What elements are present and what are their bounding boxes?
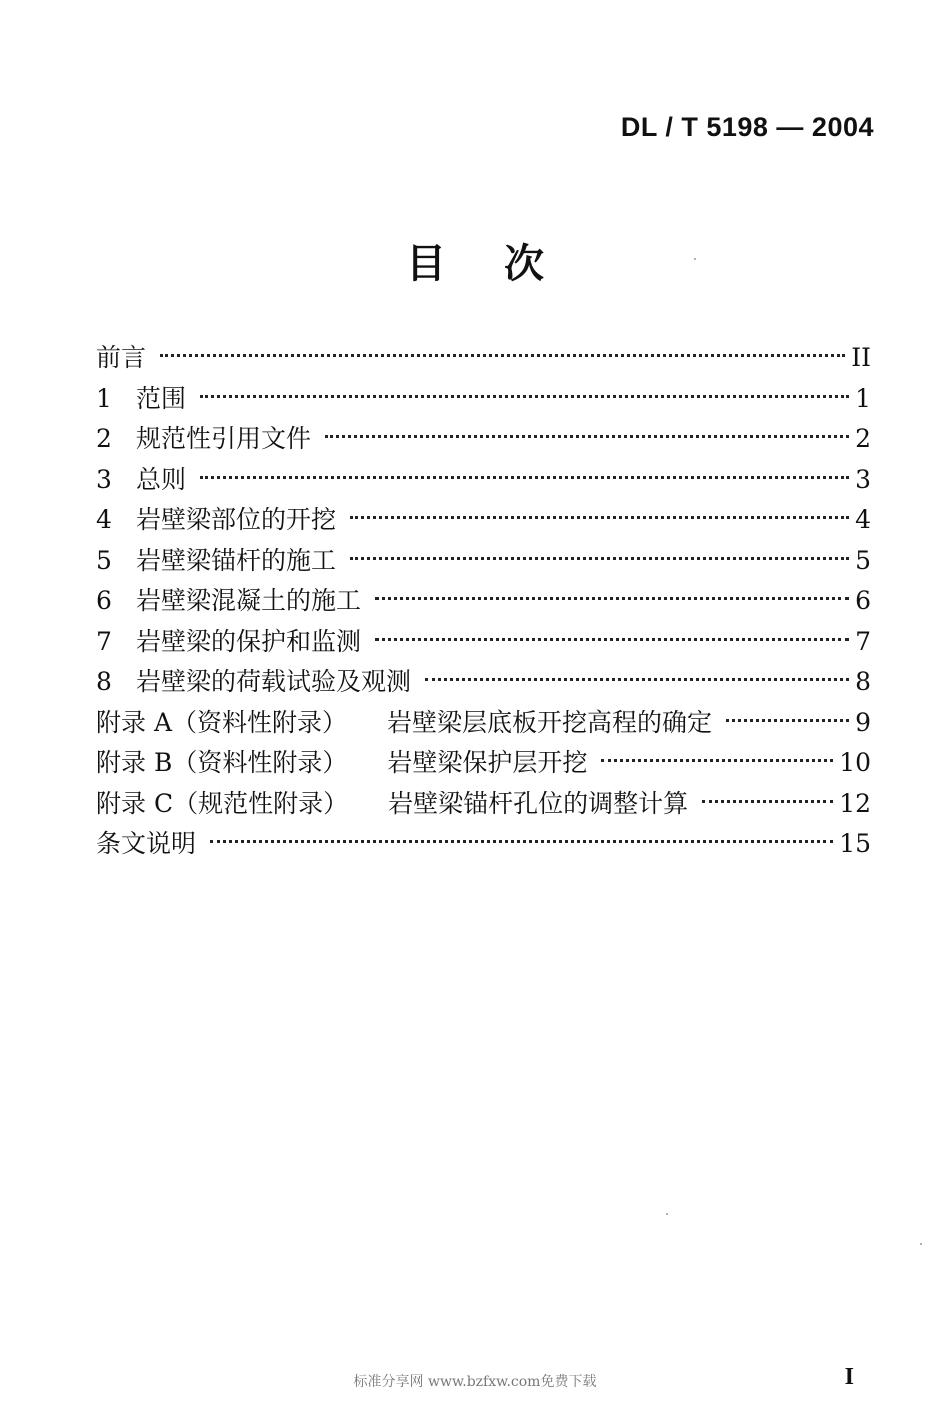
toc-entry[interactable]: [96, 500, 871, 541]
toc-entry[interactable]: [96, 703, 871, 744]
page-number: I: [844, 1364, 854, 1390]
scan-speck: [920, 1243, 922, 1245]
toc-entry[interactable]: [96, 824, 871, 865]
toc-entry[interactable]: [96, 662, 871, 703]
toc-entry-page: 12: [839, 788, 871, 818]
toc-entry-label: 附录 B（资料性附录）: [96, 748, 348, 777]
toc-entry[interactable]: [96, 419, 871, 460]
toc-leader-dots: [375, 597, 849, 600]
page-title: 目次: [406, 241, 602, 287]
scan-speck: [666, 1213, 668, 1215]
toc-entry[interactable]: [96, 743, 871, 784]
toc-entry-page: 15: [839, 829, 871, 858]
toc-entry-page: 5: [855, 545, 871, 575]
toc-entry[interactable]: [96, 622, 871, 663]
toc-entry-label: 岩壁梁锚杆的施工: [136, 545, 337, 575]
toc-entry-page: II: [851, 343, 871, 372]
toc-leader-dots: [350, 516, 849, 519]
toc-entry-number: 1: [96, 383, 112, 413]
toc-leader-dots: [425, 678, 849, 681]
toc-leader-dots: [325, 435, 849, 438]
toc-entry[interactable]: [96, 784, 871, 825]
toc-entry-page: 1: [855, 383, 871, 413]
toc-entry-page: 3: [855, 464, 871, 494]
toc-entry-sublabel: 岩壁梁保护层开挖: [387, 748, 588, 777]
toc-entry-page: 8: [855, 667, 871, 696]
toc-leader-dots: [200, 395, 849, 398]
toc-entry-label: 范围: [136, 383, 187, 413]
toc-entry-label: 岩壁梁的保护和监测: [136, 626, 362, 656]
toc-entry-page: 9: [855, 707, 871, 737]
standard-code: DL / T 5198 — 2004: [620, 112, 874, 142]
toc-entry-label: 前言: [96, 343, 147, 372]
toc-entry-number: 3: [96, 464, 112, 494]
toc-entry-label: 条文说明: [96, 829, 197, 858]
toc-entry-page: 10: [839, 748, 871, 777]
toc-leader-dots: [375, 638, 849, 641]
toc-entry-number: 6: [96, 586, 112, 615]
toc-entry[interactable]: [96, 460, 871, 501]
toc-leader-dots: [601, 759, 833, 762]
toc-entry[interactable]: [96, 338, 871, 379]
toc-entry[interactable]: [96, 581, 871, 622]
toc-entry-number: 4: [96, 505, 112, 534]
toc-leader-dots: [160, 354, 845, 357]
toc-entry-number: 2: [96, 424, 112, 453]
toc-entry-number: 5: [96, 545, 112, 575]
toc-entry-label: 附录 C（规范性附录）: [96, 788, 349, 818]
toc-entry[interactable]: [96, 541, 871, 582]
toc-entry-sublabel: 岩壁梁锚杆孔位的调整计算: [388, 788, 689, 818]
toc-entry[interactable]: [96, 379, 871, 420]
footer-watermark: 标准分享网 www.bzfxw.com免费下载: [353, 1374, 597, 1390]
table-of-contents: [96, 338, 871, 865]
toc-entry-sublabel: 岩壁梁层底板开挖高程的确定: [387, 707, 713, 737]
toc-leader-dots: [726, 719, 849, 722]
toc-leader-dots: [200, 476, 849, 479]
scan-speck: [694, 258, 696, 260]
toc-entry-number: 7: [96, 626, 112, 656]
toc-leader-dots: [702, 800, 833, 803]
toc-entry-label: 规范性引用文件: [136, 424, 312, 453]
toc-entry-label: 附录 A（资料性附录）: [96, 707, 348, 737]
toc-entry-label: 总则: [136, 464, 187, 494]
toc-entry-page: 7: [855, 626, 871, 656]
toc-entry-page: 2: [855, 424, 871, 453]
toc-entry-label: 岩壁梁的荷载试验及观测: [136, 667, 412, 696]
toc-entry-number: 8: [96, 667, 112, 696]
toc-entry-page: 6: [855, 586, 871, 615]
toc-entry-label: 岩壁梁部位的开挖: [136, 505, 337, 534]
toc-entry-page: 4: [855, 505, 871, 534]
toc-leader-dots: [350, 557, 849, 560]
toc-leader-dots: [210, 840, 833, 843]
toc-entry-label: 岩壁梁混凝土的施工: [136, 586, 362, 615]
